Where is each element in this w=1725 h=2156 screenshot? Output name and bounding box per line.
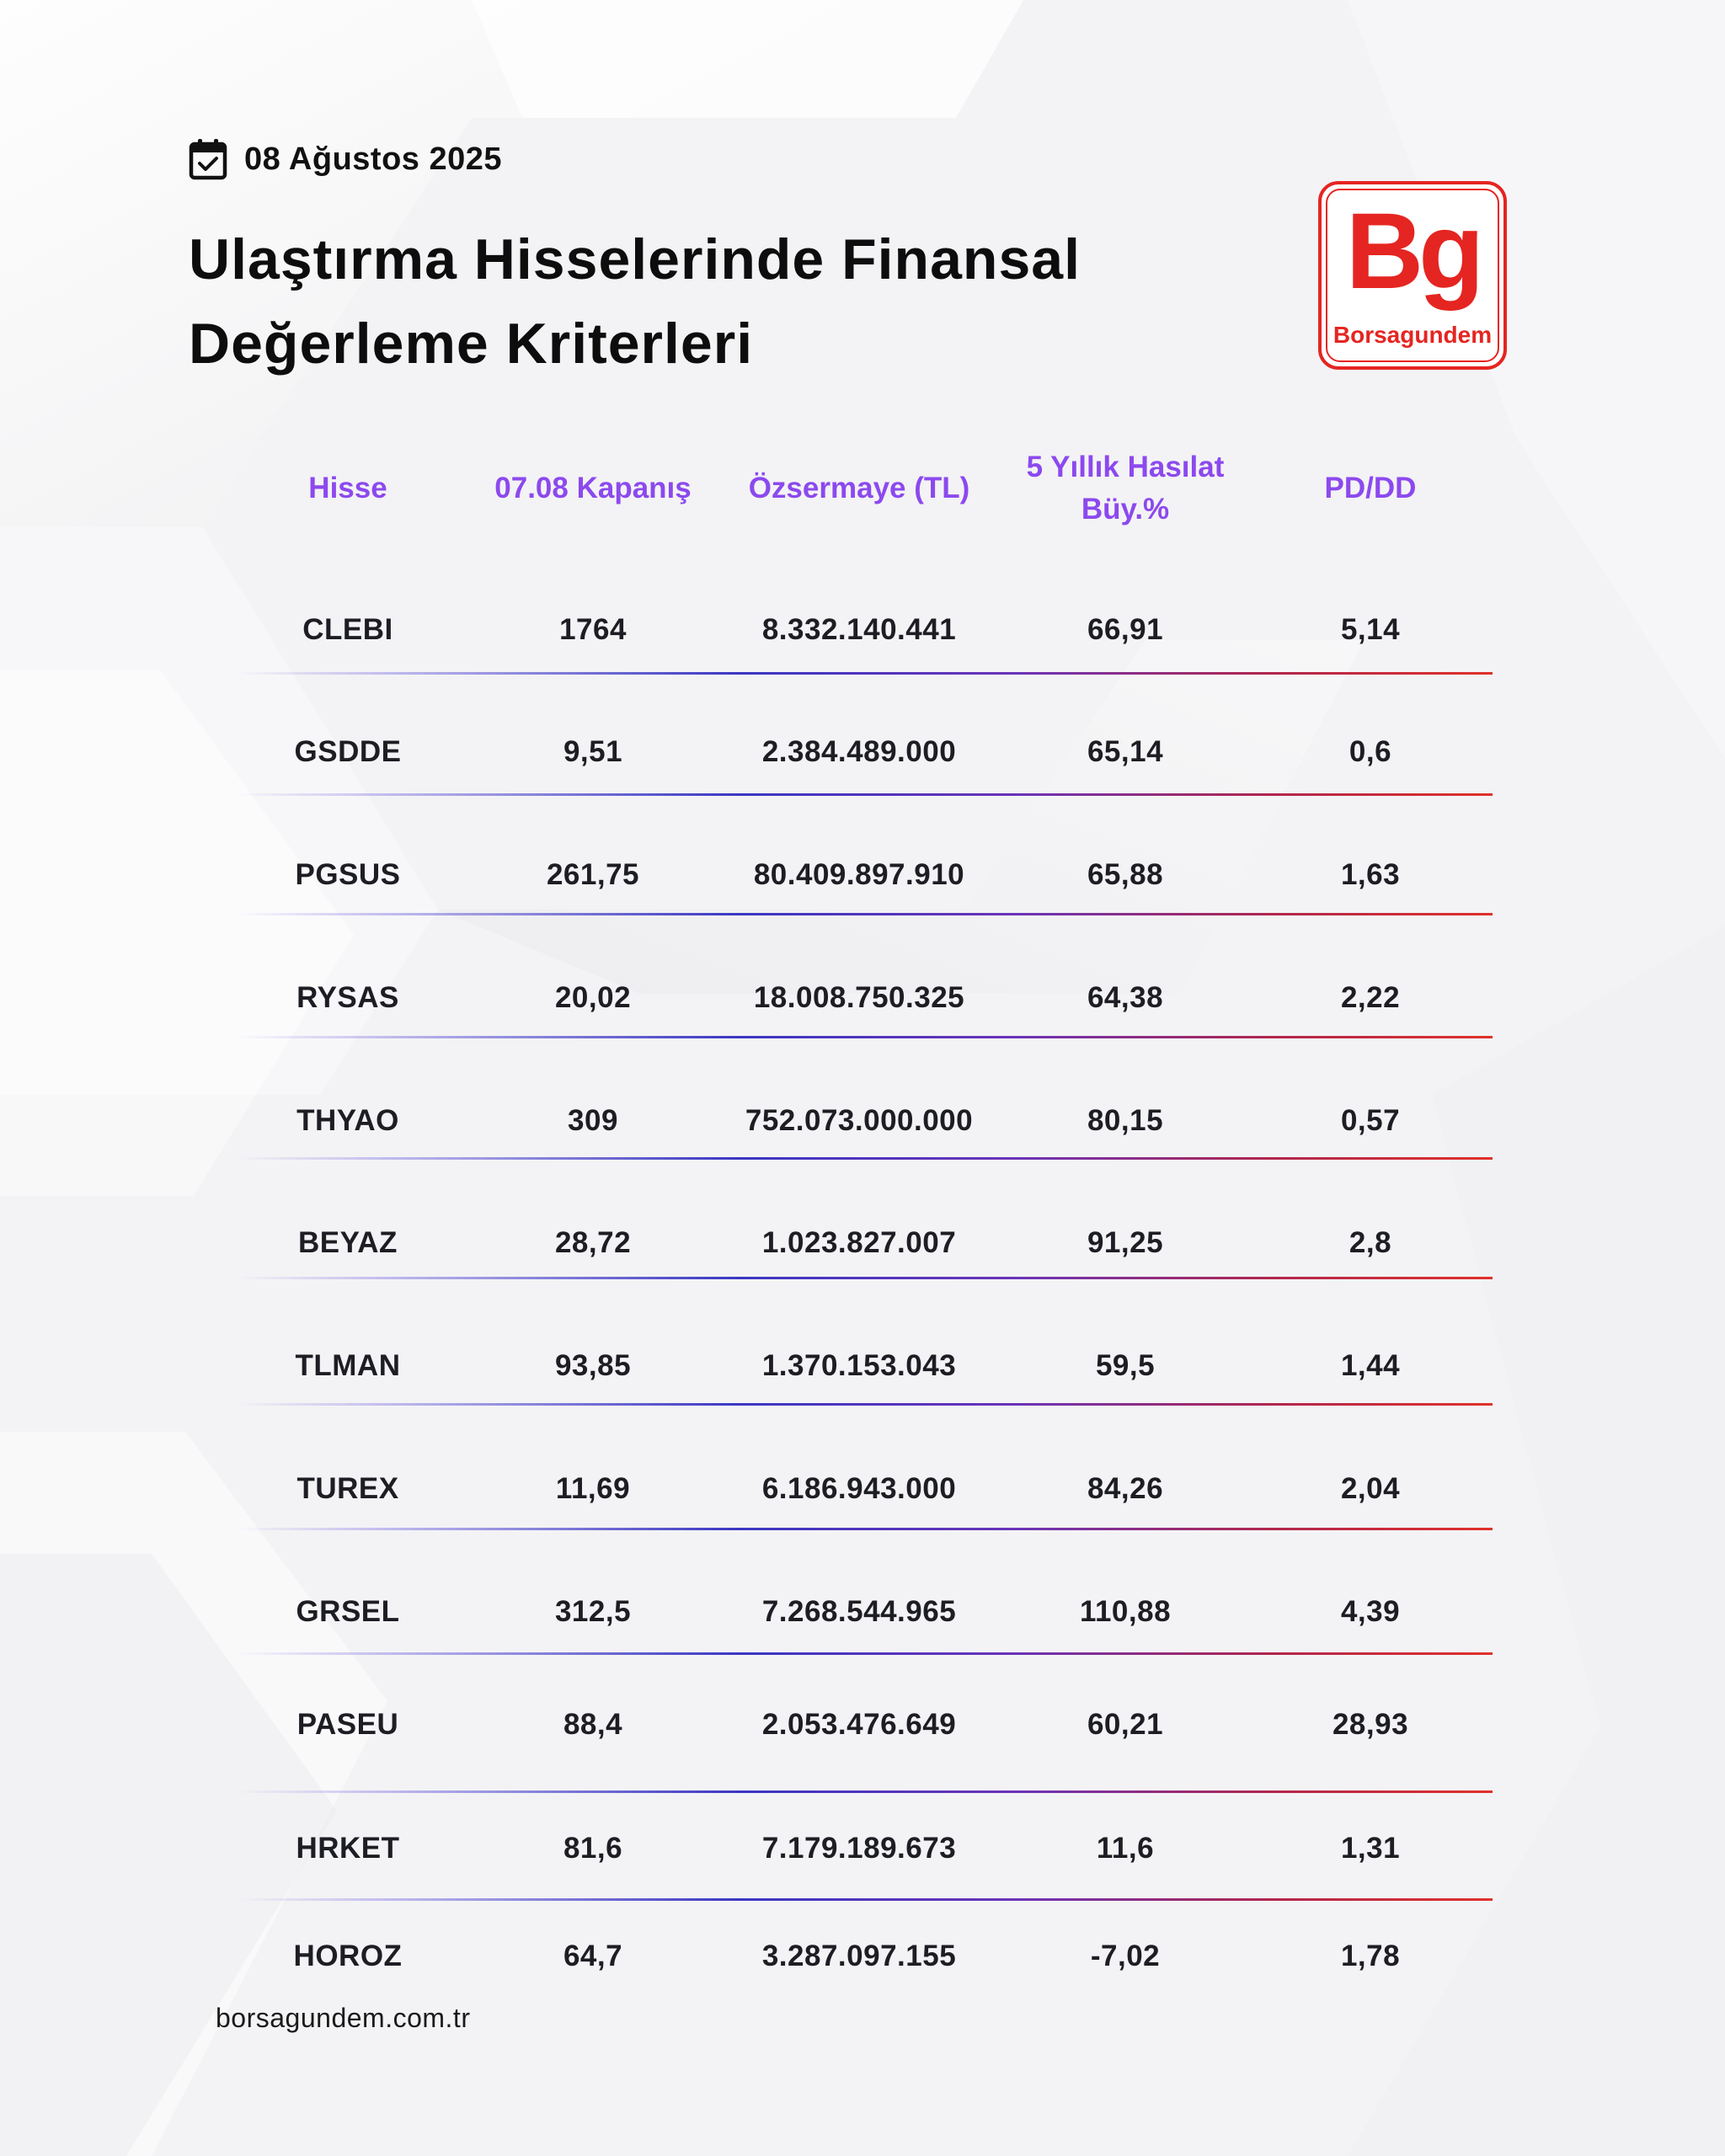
table-cell-pd-dd: 2,04: [1340, 1472, 1401, 1505]
table-cell-hasilat-buyume: 66,91: [1087, 613, 1164, 646]
table-cell-kapanis: 88,4: [563, 1708, 623, 1741]
table-cell-pd-dd: 28,93: [1332, 1708, 1409, 1741]
column-header-line: PD/DD: [1324, 472, 1417, 504]
table-cell-ozsermaye: 2.053.476.649: [761, 1708, 957, 1741]
table-cell-ozsermaye: 18.008.750.325: [753, 981, 965, 1014]
row-divider: [238, 1403, 1493, 1406]
table-cell-kapanis: 9,51: [563, 735, 623, 768]
table-cell-ozsermaye: 6.186.943.000: [761, 1472, 957, 1505]
row-divider: [238, 1036, 1493, 1038]
table-cell-hisse: BEYAZ: [298, 1226, 398, 1259]
table-cell-hisse: THYAO: [296, 1104, 399, 1137]
logo-wordmark: Borsagundem: [1332, 322, 1493, 348]
table-cell-ozsermaye: 1.370.153.043: [761, 1349, 957, 1382]
table-cell-kapanis: 11,69: [555, 1472, 631, 1505]
row-divider: [238, 793, 1493, 796]
row-divider: [238, 1652, 1493, 1655]
column-header-ozsermaye: [724, 467, 994, 510]
table-cell-pd-dd: 5,14: [1340, 613, 1401, 646]
table-cell-hasilat-buyume: -7,02: [1090, 1940, 1161, 1972]
column-header-hasilat-buyume: [991, 446, 1260, 531]
row-divider: [238, 913, 1493, 915]
table-cell-hasilat-buyume: 91,25: [1087, 1226, 1164, 1259]
table-cell-hisse: PASEU: [296, 1708, 399, 1741]
column-header-line: Özsermaye (TL): [748, 472, 970, 504]
table-cell-pd-dd: 1,78: [1340, 1940, 1401, 1972]
table-cell-hisse: GRSEL: [296, 1595, 400, 1628]
table-cell-hisse: GSDDE: [294, 735, 402, 768]
table-cell-kapanis: 1764: [559, 613, 627, 646]
row-divider: [238, 1898, 1493, 1901]
row-divider: [238, 1790, 1493, 1793]
column-header-pd-dd: [1236, 467, 1505, 510]
table-cell-ozsermaye: 3.287.097.155: [761, 1940, 957, 1972]
table-cell-ozsermaye: 7.179.189.673: [761, 1832, 957, 1865]
column-header-kapanis: [458, 467, 728, 510]
table-cell-kapanis: 64,7: [563, 1940, 623, 1972]
table-cell-pd-dd: 0,57: [1340, 1104, 1401, 1137]
table-cell-hasilat-buyume: 11,6: [1096, 1832, 1155, 1865]
table-cell-kapanis: 312,5: [554, 1595, 632, 1628]
table-cell-hasilat-buyume: 60,21: [1087, 1708, 1164, 1741]
table-cell-ozsermaye: 1.023.827.007: [761, 1226, 957, 1259]
table-cell-kapanis: 28,72: [554, 1226, 632, 1259]
table-cell-hisse: PGSUS: [295, 858, 401, 891]
column-header-line: 07.08 Kapanış: [494, 472, 692, 504]
table-cell-pd-dd: 4,39: [1340, 1595, 1401, 1628]
table-cell-hasilat-buyume: 84,26: [1087, 1472, 1164, 1505]
row-divider: [238, 1157, 1493, 1160]
row-divider: [238, 1277, 1493, 1279]
row-divider: [238, 1528, 1493, 1530]
table-cell-hasilat-buyume: 65,88: [1087, 858, 1164, 891]
date-label: 08 Ağustos 2025: [244, 141, 503, 177]
table-cell-ozsermaye: 2.384.489.000: [761, 735, 957, 768]
table-cell-ozsermaye: 752.073.000.000: [745, 1104, 974, 1137]
table-cell-hisse: HRKET: [296, 1832, 400, 1865]
table-cell-pd-dd: 1,63: [1340, 858, 1401, 891]
table-cell-hasilat-buyume: 59,5: [1095, 1349, 1156, 1382]
table-cell-pd-dd: 0,6: [1348, 735, 1392, 768]
column-header-hisse: [213, 467, 483, 510]
table-cell-hasilat-buyume: 65,14: [1087, 735, 1164, 768]
table-cell-hisse: TLMAN: [295, 1349, 401, 1382]
table-cell-hasilat-buyume: 80,15: [1087, 1104, 1164, 1137]
page-title-line-1: Ulaştırma Hisselerinde Finansal: [189, 227, 1081, 291]
row-divider: [238, 672, 1493, 675]
table-cell-pd-dd: 1,31: [1340, 1832, 1401, 1865]
table-cell-kapanis: 81,6: [563, 1832, 623, 1865]
logo-mark: Bg: [1345, 191, 1480, 312]
table-cell-hasilat-buyume: 110,88: [1079, 1595, 1172, 1628]
column-header-line: Hisse: [308, 472, 387, 504]
footer-website: borsagundem.com.tr: [216, 2003, 471, 2033]
page-title-line-2: Değerleme Kriterleri: [189, 312, 754, 376]
table-cell-kapanis: 93,85: [554, 1349, 632, 1382]
table-cell-hisse: HOROZ: [293, 1940, 403, 1972]
table-cell-pd-dd: 2,22: [1340, 981, 1401, 1014]
table-cell-pd-dd: 1,44: [1340, 1349, 1401, 1382]
table-cell-ozsermaye: 8.332.140.441: [761, 613, 957, 646]
table-cell-hisse: CLEBI: [302, 613, 393, 646]
table-cell-hisse: TUREX: [296, 1472, 399, 1505]
table-cell-hasilat-buyume: 64,38: [1087, 981, 1164, 1014]
column-header-line: Büy.%: [1081, 493, 1170, 526]
table-cell-kapanis: 261,75: [546, 858, 640, 891]
table-cell-ozsermaye: 80.409.897.910: [753, 858, 965, 891]
column-header-line: 5 Yıllık Hasılat: [1026, 451, 1225, 483]
table-cell-kapanis: 20,02: [554, 981, 632, 1014]
table-cell-ozsermaye: 7.268.544.965: [761, 1595, 957, 1628]
table-cell-pd-dd: 2,8: [1348, 1226, 1392, 1259]
table-cell-hisse: RYSAS: [296, 981, 399, 1014]
table-cell-kapanis: 309: [568, 1104, 618, 1137]
